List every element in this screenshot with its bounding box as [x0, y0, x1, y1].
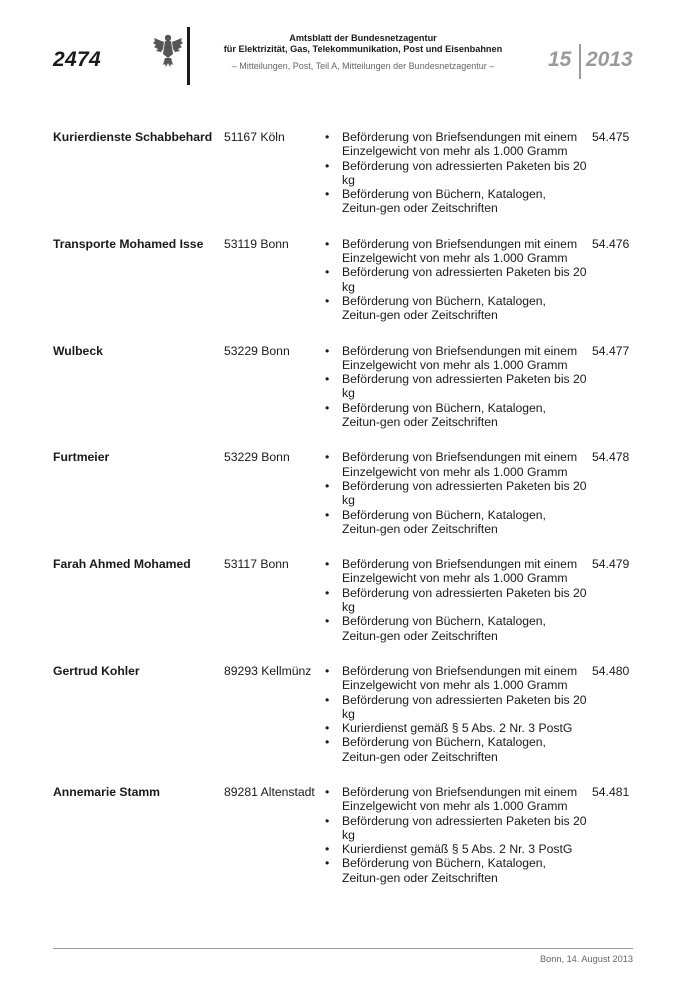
entry-number: 54.479: [592, 557, 630, 572]
federal-eagle-icon: [152, 32, 184, 68]
bullet-icon: •: [325, 557, 330, 572]
header-subtitle: – Mitteilungen, Post, Teil A, Mitteilungen der Bundesnetzagentur –: [231, 61, 495, 71]
entry-city: 89281 Altenstadt: [224, 784, 315, 799]
service-item: [325, 236, 587, 266]
header-title-block: [208, 33, 518, 71]
issue-divider: [579, 44, 581, 79]
service-text: Beförderung von Briefsendungen mit einem Einzelgewicht von mehr als 1.000 Gramm: [342, 784, 578, 814]
service-text: Beförderung von Büchern, Katalogen, Zeitun-gen oder Zeitschriften: [342, 614, 546, 643]
service-item: [325, 856, 587, 885]
issue-number: 15: [548, 48, 572, 71]
bullet-icon: •: [325, 450, 330, 465]
entry-city: 51167 Köln: [224, 130, 285, 144]
entry-city: 89293 Kellmünz: [224, 663, 312, 678]
service-text: Beförderung von adressierten Paketen bis 20 kg: [342, 158, 587, 187]
entry-name: Annemarie Stamm: [53, 784, 161, 799]
list-item: [53, 785, 633, 885]
service-text: Beförderung von Büchern, Katalogen, Zeitun-gen oder Zeitschriften: [342, 735, 546, 764]
service-list: [53, 344, 587, 430]
bullet-icon: •: [325, 813, 330, 828]
service-text: Beförderung von Büchern, Katalogen, Zeitun-gen oder Zeitschriften: [342, 293, 546, 323]
service-item: [325, 721, 587, 736]
entry-city: 53229 Bonn: [224, 343, 290, 358]
bullet-icon: •: [325, 842, 330, 857]
footer-divider: [53, 948, 633, 949]
issue-year: 2013: [586, 48, 633, 71]
entry-list: [53, 130, 633, 906]
header-title-line2: für Elektrizität, Gas, Telekommunikation, Post und Eisenbahnen: [223, 44, 503, 54]
service-item: [325, 265, 587, 294]
entry-name: Kurierdienste Schabbehard: [53, 130, 213, 144]
entry-number: 54.475: [592, 130, 630, 144]
bullet-icon: •: [325, 265, 330, 280]
service-text: Beförderung von Briefsendungen mit einem Einzelgewicht von mehr als 1.000 Gramm: [342, 450, 578, 479]
service-list: [53, 664, 587, 764]
service-item: [325, 400, 587, 430]
header-title-line1: Amtsblatt der Bundesnetzagentur: [289, 33, 437, 43]
bullet-icon: •: [325, 158, 330, 173]
list-item: [53, 664, 633, 764]
entry-number: 54.481: [592, 784, 630, 799]
service-text: Beförderung von adressierten Paketen bis 20 kg: [342, 692, 587, 721]
service-text: Beförderung von Briefsendungen mit einem Einzelgewicht von mehr als 1.000 Gramm: [342, 557, 578, 586]
service-item: [325, 557, 587, 586]
entry-number: 54.477: [592, 343, 630, 358]
service-text: Beförderung von adressierten Paketen bis 20 kg: [342, 478, 587, 508]
entry-name: Transporte Mohamed Isse: [53, 236, 204, 251]
service-text: Beförderung von adressierten Paketen bis 20 kg: [342, 265, 587, 294]
service-text: Beförderung von Büchern, Katalogen, Zeitun-gen oder Zeitschriften: [342, 400, 546, 430]
bullet-icon: •: [325, 293, 330, 308]
list-item: [53, 450, 633, 536]
entry-number: 54.478: [592, 450, 630, 465]
service-item: [325, 663, 587, 693]
service-item: [325, 372, 587, 401]
entry-name: Wulbeck: [53, 343, 103, 358]
bullet-icon: •: [325, 663, 330, 678]
service-text: Beförderung von Büchern, Katalogen, Zeitun-gen oder Zeitschriften: [342, 507, 546, 536]
service-item: [325, 842, 587, 857]
bullet-icon: •: [325, 784, 330, 799]
bullet-icon: •: [325, 372, 330, 387]
bullet-icon: •: [325, 507, 330, 522]
entry-number: 54.476: [592, 236, 630, 251]
service-text: Beförderung von adressierten Paketen bis 20 kg: [342, 813, 587, 842]
service-text: Beförderung von adressierten Paketen bis 20 kg: [342, 372, 587, 401]
service-text: Beförderung von Briefsendungen mit einem Einzelgewicht von mehr als 1.000 Gramm: [342, 130, 578, 159]
service-item: [325, 187, 587, 216]
service-item: [325, 784, 587, 814]
bullet-icon: •: [325, 721, 330, 736]
bullet-icon: •: [325, 400, 330, 415]
bullet-icon: •: [325, 478, 330, 493]
bullet-icon: •: [325, 187, 330, 202]
entry-city: 53119 Bonn: [224, 236, 289, 251]
list-item: [53, 557, 633, 643]
bullet-icon: •: [325, 856, 330, 871]
bullet-icon: •: [325, 585, 330, 600]
service-list: [53, 450, 587, 536]
entry-name: Gertrud Kohler: [53, 663, 140, 678]
header-divider: [187, 27, 190, 85]
entry-city: 53117 Bonn: [224, 557, 289, 572]
service-text: Beförderung von Briefsendungen mit einem Einzelgewicht von mehr als 1.000 Gramm: [342, 236, 578, 266]
bullet-icon: •: [325, 130, 330, 144]
service-list: [53, 785, 587, 885]
service-item: [325, 450, 587, 479]
entry-name: Farah Ahmed Mohamed: [53, 557, 191, 572]
service-item: [325, 507, 587, 537]
service-text: Beförderung von Briefsendungen mit einem Einzelgewicht von mehr als 1.000 Gramm: [342, 663, 578, 693]
service-text: Beförderung von adressierten Paketen bis 20 kg: [342, 585, 587, 615]
service-text: Kurierdienst gemäß § 5 Abs. 2 Nr. 3 PostG: [342, 721, 573, 736]
service-text: Beförderung von Briefsendungen mit einem Einzelgewicht von mehr als 1.000 Gramm: [342, 343, 578, 372]
page-number: 2474: [53, 48, 101, 71]
service-item: [325, 293, 587, 323]
service-item: [325, 735, 587, 764]
footer-date: Bonn, 14. August 2013: [540, 954, 633, 964]
bullet-icon: •: [325, 236, 330, 251]
service-item: [325, 585, 587, 615]
list-item: [53, 237, 633, 323]
entry-number: 54.480: [592, 663, 630, 678]
service-item: [325, 614, 587, 643]
service-text: Kurierdienst gemäß § 5 Abs. 2 Nr. 3 PostG: [342, 842, 573, 857]
entry-name: Furtmeier: [53, 450, 110, 465]
bullet-icon: •: [325, 692, 330, 707]
service-text: Beförderung von Büchern, Katalogen, Zeitun-gen oder Zeitschriften: [342, 856, 546, 885]
bullet-icon: •: [325, 614, 330, 629]
list-item: [53, 130, 633, 216]
service-item: [325, 130, 587, 159]
bullet-icon: •: [325, 735, 330, 750]
service-item: [325, 692, 587, 722]
service-item: [325, 813, 587, 843]
bullet-icon: •: [325, 343, 330, 358]
service-item: [325, 478, 587, 508]
service-item: [325, 343, 587, 373]
service-item: [325, 158, 587, 188]
list-item: [53, 344, 633, 430]
service-text: Beförderung von Büchern, Katalogen, Zeitun-gen oder Zeitschriften: [342, 187, 546, 216]
entry-city: 53229 Bonn: [224, 450, 290, 465]
